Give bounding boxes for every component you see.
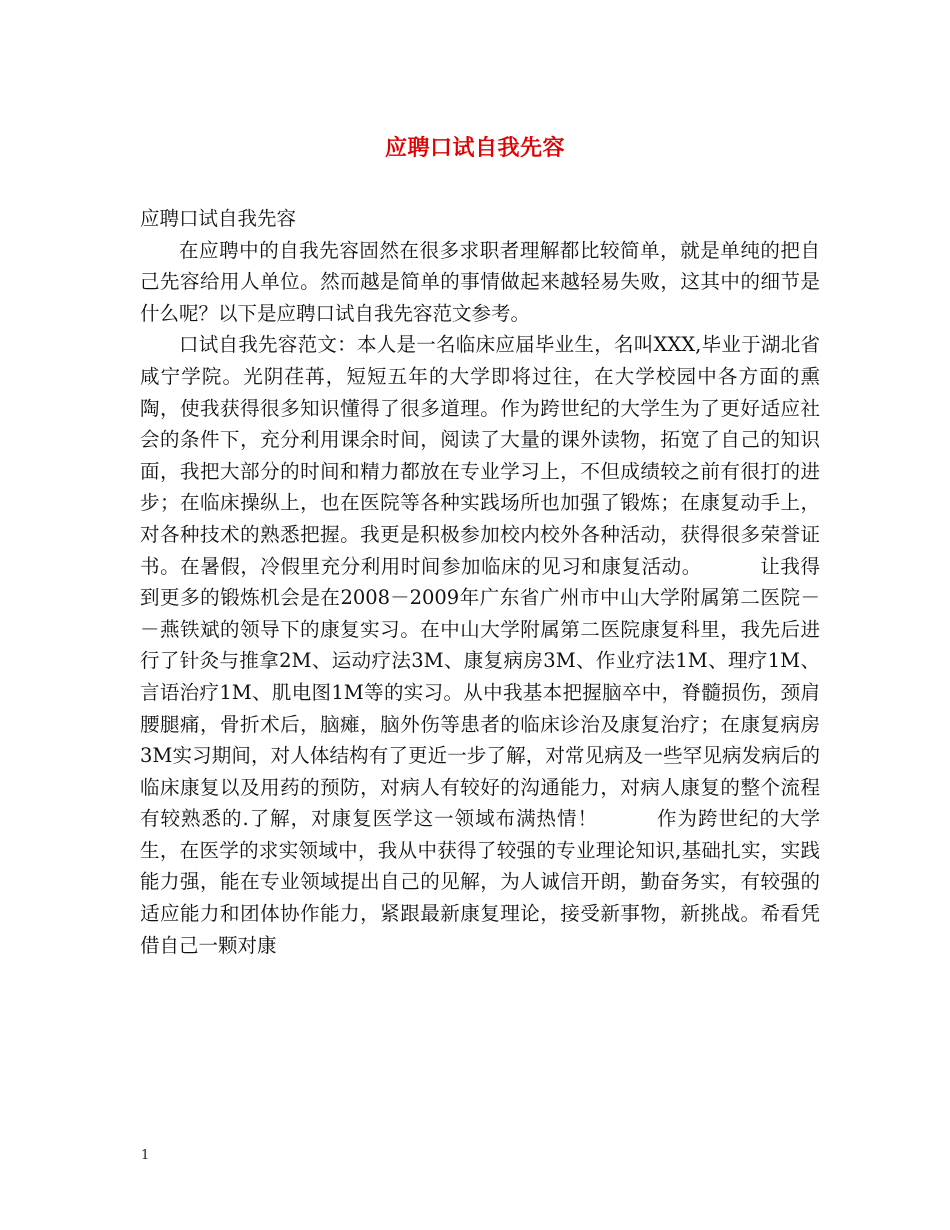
document-title: 应聘口试自我先容 — [384, 135, 565, 161]
subtitle-line: 应聘口试自我先容 — [140, 207, 297, 230]
sample-text-part2: 让我得到更多的锻炼机会是在2008－2009年广东省广州市中山大学附属第二医院－－燕铁斌的领导下的康复实习。在中山大学附属第二医院康复科里，我先后进行了针灸与推拿2M、运动疗法3M、康复病房3M、作业疗法1M、理疗1M、言语治疗1M、肌电图1M等的实习。从中我基本把握脑卒中，脊髓损伤，颈肩腰腿痛，骨折术后，脑瘫，脑外伤等患者的临床诊治及康复治疗；在康复病房3M实习期间，对人体结构有了更近一步了解，对常见病及一些罕见病发病后的临床康复以及用药的预防，对病人有较好的沟通能力，对病人康复的整个流程有较熟悉的.了解，对康复医学这一领域布满热情！ — [140, 554, 820, 831]
intro-paragraph: 在应聘中的自我先容固然在很多求职者理解都比较简单，就是单纯的把自己先容给用人单位。然而越是简单的事情做起来越轻易失败，这其中的细节是什么呢？以下是应聘口试自我先容范文参考。 — [140, 238, 820, 325]
sample-text-part3: 作为跨世纪的大学生，在医学的求实领域中，我从中获得了较强的专业理论知识,基础扎实，实践能力强，能在专业领域提出自己的见解，为人诚信开朗，勤奋务实，有较强的适应能力和团体协作能力，紧跟最新康复理论，接受新事物，新挑战。希看凭借自己一颗对康 — [140, 807, 820, 957]
sample-paragraph — [140, 329, 820, 961]
sample-text-part1: 口试自我先容范文：本人是一名临床应届毕业生，名叫XXX,毕业于湖北省咸宁学院。光阴荏苒，短短五年的大学即将过往，在大学校园中各方面的熏陶，使我获得很多知识懂得了很多道理。作为跨世纪的大学生为了更好适应社会的条件下，充分利用课余时间，阅读了大量的课外读物，拓宽了自己的知识面，我把大部分的时间和精力都放在专业学习上，不但成绩较之前有很打的进步；在临床操纵上，也在医院等各种实践场所也加强了锻炼；在康复动手上，对各种技术的熟悉把握。我更是积极参加校内校外各种活动，获得很多荣誉证书。在暑假，冷假里充分利用时间参加临床的见习和康复活动。 — [140, 333, 820, 578]
document-body — [140, 203, 820, 961]
page-number: 1 — [141, 1148, 150, 1163]
